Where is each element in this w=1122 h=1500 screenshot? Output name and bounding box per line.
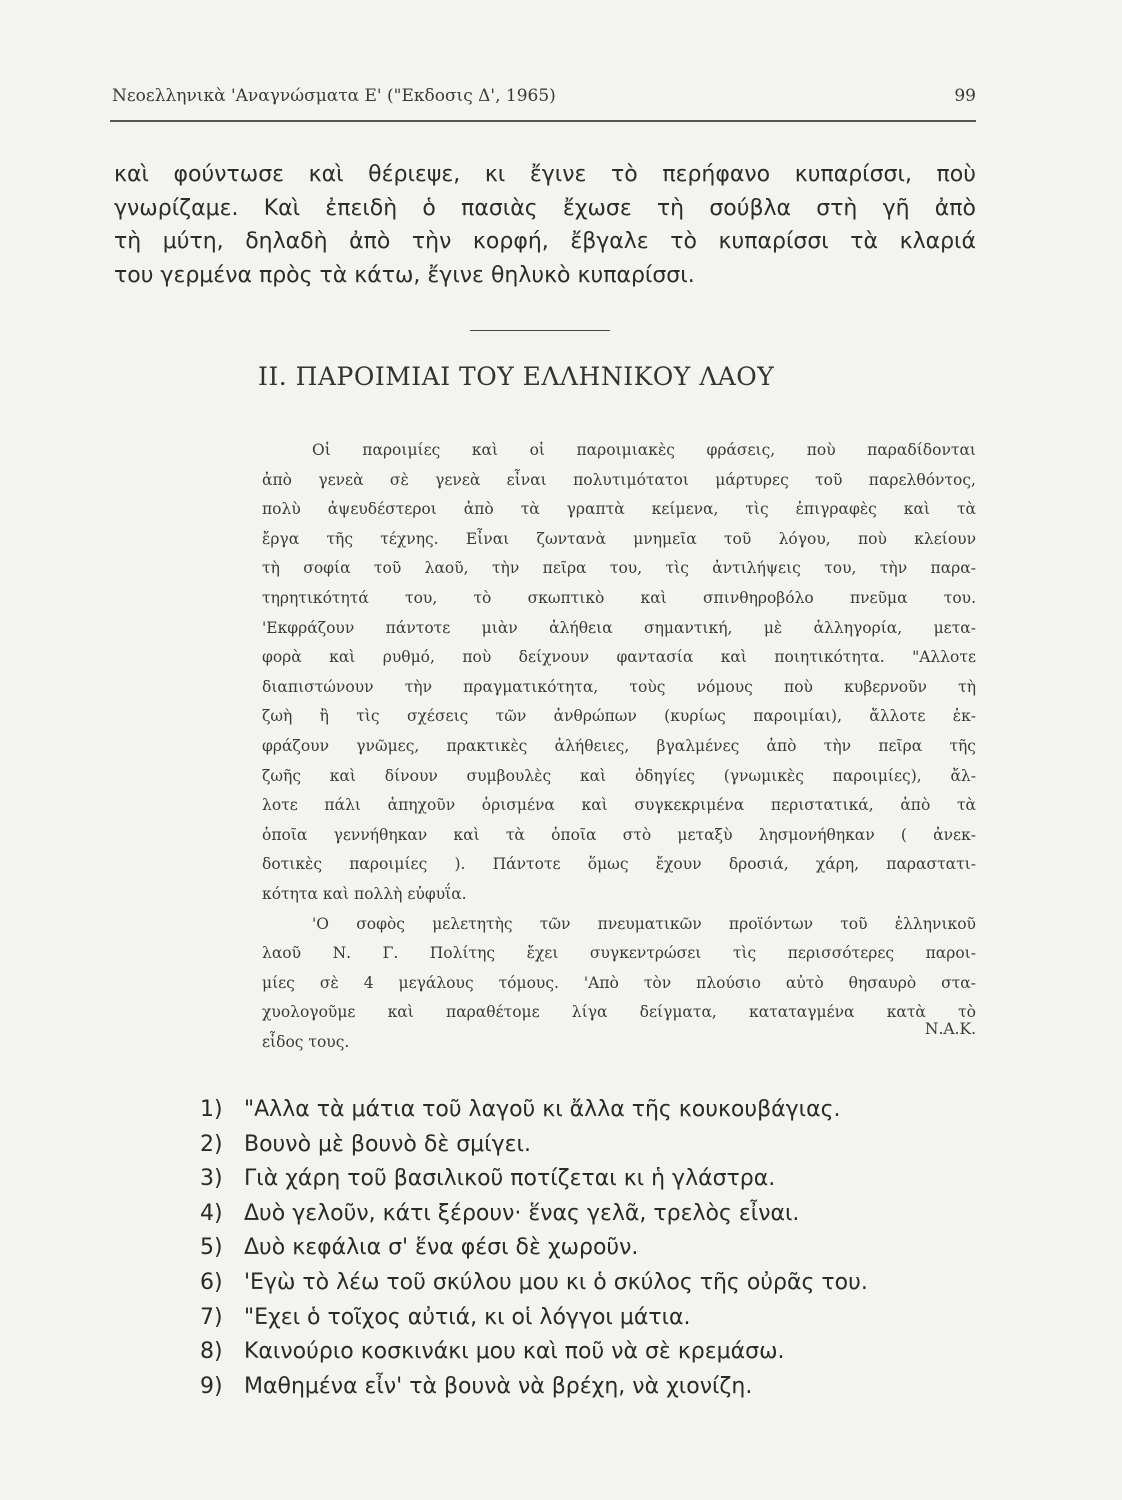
- proverb-text: Δυὸ κεφάλια σ' ἕνα φέσι δὲ χωροῦν.: [244, 1235, 639, 1261]
- text-line: καὶ φούντωσε καὶ θέριεψε, κι ἔγινε τὸ περήφανο κυπαρίσσι, ποὺ: [114, 162, 976, 187]
- intro-paragraph: [114, 158, 976, 292]
- proverb-item: [200, 1266, 868, 1301]
- text-line: ζωὴ ἢ τὶς σχέσεις τῶν ἀνθρώπων (κυρίως παροιμίαι), ἄλλοτε ἐκ-: [262, 707, 976, 726]
- text-line: φράζουν γνῶμες, πρακτικὲς ἀλήθειες, βγαλμένες ἀπὸ τὴν πεῖρα τῆς: [262, 736, 976, 755]
- text-line: πολὺ ἀψευδέστεροι ἀπὸ τὰ γραπτὰ κείμενα, τὶς ἐπιγραφὲς καὶ τὰ: [262, 500, 976, 519]
- proverb-number: 2): [200, 1131, 223, 1157]
- text-line: διαπιστώνουν τὴν πραγματικότητα, τοὺς νόμους ποὺ κυβερνοῦν τὴ: [262, 677, 976, 696]
- text-line: ἀπὸ γενεὰ σὲ γενεὰ εἶναι πολυτιμότατοι μάρτυρες τοῦ παρελθόντος,: [262, 470, 976, 489]
- text-line: του γερμένα πρὸς τὰ κάτω, ἔγινε θηλυκὸ κυπαρίσσι.: [114, 262, 695, 288]
- text-line: τηρητικότητά του, τὸ σκωπτικὸ καὶ σπινθηροβόλο πνεῦμα του.: [262, 588, 976, 607]
- text-line: κότητα καὶ πολλὴ εὐφυΐα.: [262, 884, 467, 903]
- proverb-text: "Αλλα τὰ μάτια τοῦ λαγοῦ κι ἄλλα τῆς κουκουβάγιας.: [244, 1097, 841, 1122]
- header-rule: [110, 120, 976, 122]
- proverb-number: 8): [200, 1339, 223, 1365]
- paragraph-proverbs-intro: [262, 436, 976, 910]
- proverb-number: 4): [200, 1200, 223, 1226]
- text-line: ζωῆς καὶ δίνουν συμβουλὲς καὶ ὁδηγίες (γνωμικὲς παροιμίες), ἄλ-: [262, 766, 976, 785]
- text-line: 'Εκφράζουν πάντοτε μιὰν ἀλήθεια σημαντική, μὲ ἀλληγορία, μετα-: [262, 618, 976, 637]
- proverb-item: [200, 1197, 868, 1232]
- text-line: ὁποῖα γεννήθηκαν καὶ τὰ ὁποῖα στὸ μεταξὺ λησμονήθηκαν ( ἀνεκ-: [262, 825, 976, 844]
- proverb-item: [200, 1335, 868, 1370]
- proverb-number: 3): [200, 1166, 223, 1192]
- proverb-text: Βουνὸ μὲ βουνὸ δὲ σμίγει.: [244, 1131, 531, 1157]
- proverb-item: [200, 1093, 868, 1128]
- text-line: ἔργα τῆς τέχνης. Εἶναι ζωντανὰ μνημεῖα τοῦ λόγου, ποὺ κλείουν: [262, 529, 976, 548]
- header-title: Νεοελληνικὰ 'Αναγνώσματα Ε' ("Εκδοσις Δ', 1965): [112, 86, 556, 106]
- proverb-item: [200, 1231, 868, 1266]
- proverb-item: [200, 1128, 868, 1163]
- proverb-number: 1): [200, 1097, 223, 1122]
- text-line: 'Ο σοφὸς μελετητὴς τῶν πνευματικῶν προϊόντων τοῦ ἑλληνικοῦ: [312, 914, 976, 933]
- author-initials: Ν.Α.Κ.: [924, 1019, 976, 1038]
- text-line: δοτικὲς παροιμίες ). Πάντοτε ὅμως ἔχουν δροσιά, χάρη, παραστατι-: [262, 855, 976, 874]
- proverb-text: "Εχει ὁ τοῖχος αὐτιά, κι οἱ λόγγοι μάτια.: [244, 1304, 691, 1330]
- proverb-text: Δυὸ γελοῦν, κάτι ξέρουν· ἕνας γελᾶ, τρελὸς εἶναι.: [244, 1200, 800, 1226]
- proverb-text: Καινούριο κοσκινάκι μου καὶ ποῦ νὰ σὲ κρεμάσω.: [244, 1339, 785, 1365]
- paragraph-politis: [262, 910, 976, 1058]
- text-line: τὴ σοφία τοῦ λαοῦ, τὴν πεῖρα του, τὶς ἀντιλήψεις του, τὴν παρα-: [262, 559, 976, 578]
- proverb-item: [200, 1370, 868, 1405]
- page-number: 99: [954, 86, 976, 106]
- proverb-text: 'Εγὼ τὸ λέω τοῦ σκύλου μου κι ὁ σκύλος τῆς οὐρᾶς του.: [244, 1269, 868, 1295]
- proverb-text: Μαθημένα εἶν' τὰ βουνὰ νὰ βρέχη, νὰ χιονίζη.: [244, 1373, 753, 1399]
- proverb-number: 5): [200, 1235, 223, 1261]
- proverb-item: [200, 1301, 868, 1336]
- text-line: Οἱ παροιμίες καὶ οἱ παροιμιακὲς φράσεις, ποὺ παραδίδονται: [312, 441, 976, 459]
- running-header: [112, 86, 976, 106]
- proverb-number: 6): [200, 1269, 223, 1295]
- proverb-item: [200, 1162, 868, 1197]
- proverb-text: Γιὰ χάρη τοῦ βασιλικοῦ ποτίζεται κι ἡ γλάστρα.: [244, 1166, 776, 1192]
- text-line: εἶδος τους.: [262, 1032, 350, 1051]
- proverb-number: 7): [200, 1304, 223, 1330]
- text-line: μίες σὲ 4 μεγάλους τόμους. 'Απὸ τὸν πλούσιο αὐτὸ θησαυρὸ στα-: [262, 973, 976, 992]
- section-heading: II. ΠΑΡΟΙΜΙΑΙ ΤΟΥ ΕΛΛΗΝΙΚΟΥ ΛΑΟΥ: [258, 362, 775, 391]
- text-line: τὴ μύτη, δηλαδὴ ἀπὸ τὴν κορφή, ἔβγαλε τὸ κυπαρίσσι τὰ κλαριά: [114, 229, 976, 254]
- body-text: [262, 436, 976, 1057]
- text-line: φορὰ καὶ ρυθμό, ποὺ δείχνουν φαντασία καὶ ποιητικότητα. "Αλλοτε: [262, 648, 976, 667]
- text-line: λοτε πάλι ἀπηχοῦν ὁρισμένα καὶ συγκεκριμένα περιστατικά, ἀπὸ τὰ: [262, 796, 976, 815]
- proverb-list: [200, 1093, 868, 1404]
- text-line: λαοῦ Ν. Γ. Πολίτης ἔχει συγκεντρώσει τὶς περισσότερες παροι-: [262, 944, 976, 963]
- text-line: χυολογοῦμε καὶ παραθέτομε λίγα δείγματα, καταταγμένα κατὰ τὸ: [262, 1003, 976, 1022]
- text-line: γνωρίζαμε. Καὶ ἐπειδὴ ὁ πασιὰς ἔχωσε τὴ σούβλα στὴ γῆ ἀπὸ: [114, 195, 976, 221]
- section-divider: [470, 330, 610, 331]
- proverb-number: 9): [200, 1373, 223, 1399]
